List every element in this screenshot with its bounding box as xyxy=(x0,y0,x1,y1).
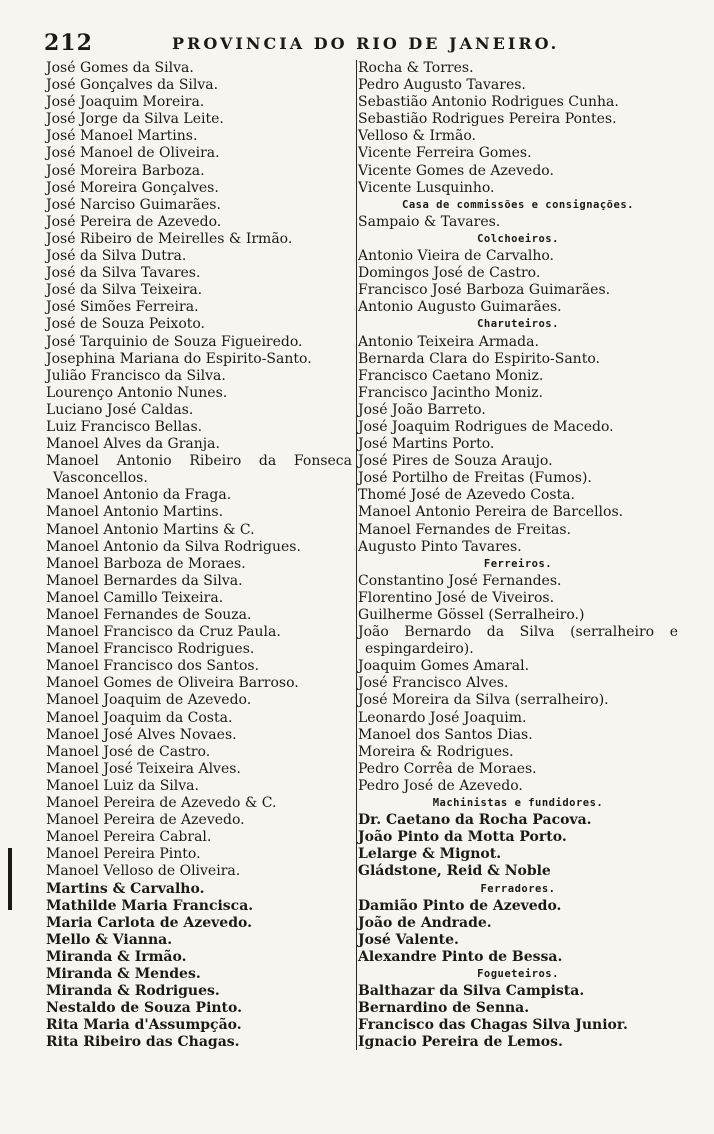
directory-entry: Josephina Mariana do Espirito-Santo. xyxy=(46,350,312,367)
directory-entry: Pedro Augusto Tavares. xyxy=(358,77,526,94)
directory-entry: Joaquim Gomes Amaral. xyxy=(358,658,530,675)
directory-entry: Miranda & Rodrigues. xyxy=(46,983,220,1000)
directory-entry: José Tarquinio de Souza Figueiredo. xyxy=(46,333,303,350)
directory-entry: Pedro Corrêa de Moraes. xyxy=(358,760,537,777)
directory-entry: José Manoel Martins. xyxy=(46,128,198,145)
directory-entry: Manoel Antonio Ribeiro da Fonseca Vasconcellos. xyxy=(46,453,352,487)
directory-entry: Julião Francisco da Silva. xyxy=(46,367,226,384)
directory-entry: Vicente Lusquinho. xyxy=(358,179,495,196)
directory-entry: Vicente Ferreira Gomes. xyxy=(358,145,532,162)
directory-entry: Manoel Francisco da Cruz Paula. xyxy=(46,624,281,641)
directory-entry: Manoel Fernandes de Souza. xyxy=(46,607,252,623)
section-heading: Colchoeiros. xyxy=(477,232,559,245)
directory-entry: Leonardo José Joaquim. xyxy=(358,709,527,726)
directory-entry: Antonio Augusto Guimarães. xyxy=(358,299,562,316)
directory-entry: José Joaquim Rodrigues de Macedo. xyxy=(358,418,614,435)
directory-entry: Manoel José de Castro. xyxy=(46,743,211,760)
directory-entry: Manoel Antonio Martins & C. xyxy=(46,521,255,538)
directory-entry: Manoel Francisco dos Santos. xyxy=(46,658,260,675)
directory-entry: Rita Maria d'Assumpção. xyxy=(46,1017,242,1034)
section-heading: Machinistas e fundidores. xyxy=(432,797,604,810)
directory-entry: Francisco José Barboza Guimarães. xyxy=(358,282,611,299)
directory-entry: Mathilde Maria Francisca. xyxy=(46,897,254,914)
directory-entry: Manoel Antonio Martins. xyxy=(46,504,224,521)
directory-entry: Alexandre Pinto de Bessa. xyxy=(358,948,563,965)
directory-entry: Manoel Gomes de Oliveira Barroso. xyxy=(46,675,299,692)
directory-entry: Manoel Velloso de Oliveira. xyxy=(46,863,241,880)
directory-entry: Manoel José Teixeira Alves. xyxy=(46,760,241,777)
directory-entry: José Gonçalves da Silva. xyxy=(46,77,219,94)
directory-entry: José Francisco Alves. xyxy=(358,675,509,692)
directory-entry: José da Silva Tavares. xyxy=(46,265,201,282)
directory-entry: Manoel Camillo Teixeira. xyxy=(46,589,224,606)
directory-entry: José Simões Ferreira. xyxy=(46,299,199,316)
section-heading: Ferreiros. xyxy=(483,557,553,570)
directory-entry: Guilherme Gössel (Serralheiro.) xyxy=(358,607,585,623)
directory-entry: José Ribeiro de Meirelles & Irmão. xyxy=(46,230,293,247)
directory-entry: João Bernardo da Silva (serralheiro e espingardeiro). xyxy=(358,624,678,658)
directory-entry: Manoel Joaquim da Costa. xyxy=(46,709,233,726)
directory-entry: Dr. Caetano da Rocha Pacova. xyxy=(358,812,592,829)
directory-entry: Manoel Alves da Granja. xyxy=(46,436,220,453)
directory-entry: Rocha & Torres. xyxy=(358,60,474,76)
directory-entry: José Moreira Barboza. xyxy=(46,162,205,179)
directory-entry: Manoel Pereira Cabral. xyxy=(46,829,212,846)
directory-entry: Martins & Carvalho. xyxy=(46,880,205,897)
directory-entry: José Gomes da Silva. xyxy=(46,60,194,76)
directory-entry: Luciano José Caldas. xyxy=(46,401,194,418)
directory-entry: Lelarge & Mignot. xyxy=(358,846,502,863)
directory-entry: Mello & Vianna. xyxy=(46,931,173,948)
directory-entry: Manoel Joaquim de Azevedo. xyxy=(46,692,252,709)
directory-entry: Manoel José Alves Novaes. xyxy=(46,726,237,743)
directory-entry: Thomé José de Azevedo Costa. xyxy=(358,487,576,504)
margin-ink-mark xyxy=(8,848,12,910)
directory-entry: Luiz Francisco Bellas. xyxy=(46,418,203,435)
directory-entry: Balthazar da Silva Campista. xyxy=(358,983,585,1000)
directory-entry: José Moreira da Silva (serralheiro). xyxy=(358,692,609,709)
page-number: 212 xyxy=(44,30,93,56)
directory-entry: Moreira & Rodrigues. xyxy=(358,743,514,760)
directory-entry: Lourenço Antonio Nunes. xyxy=(46,384,228,401)
directory-entry: Manoel Barboza de Moraes. xyxy=(46,555,246,572)
directory-entry: José Valente. xyxy=(358,931,459,948)
column-divider xyxy=(356,60,357,1050)
directory-entry: José Pires de Souza Araujo. xyxy=(358,453,553,470)
directory-entry: José Martins Porto. xyxy=(358,436,495,453)
directory-entry: Manoel Antonio da Fraga. xyxy=(46,487,232,504)
directory-entry: Manoel Francisco Rodrigues. xyxy=(46,641,255,658)
directory-entry: Damião Pinto de Azevedo. xyxy=(358,897,562,914)
directory-entry: Manoel Pereira de Azevedo. xyxy=(46,812,245,829)
directory-entry: Sebastião Antonio Rodrigues Cunha. xyxy=(358,94,619,111)
directory-entry: José da Silva Dutra. xyxy=(46,248,187,265)
running-title: PROVINCIA DO RIO DE JANEIRO. xyxy=(172,34,560,53)
directory-entry: Pedro José de Azevedo. xyxy=(358,777,523,794)
directory-entry: Manoel Bernardes da Silva. xyxy=(46,572,243,589)
directory-entry: Ignacio Pereira de Lemos. xyxy=(358,1034,563,1051)
section-heading: Fogueteiros. xyxy=(477,967,559,980)
directory-entry: José de Souza Peixoto. xyxy=(46,316,206,333)
directory-entry: José da Silva Teixeira. xyxy=(46,282,203,299)
directory-entry: Miranda & Irmão. xyxy=(46,948,187,965)
section-heading: Casa de commissões e consignações. xyxy=(402,198,634,211)
section-heading: Ferradores. xyxy=(480,882,556,895)
right-column xyxy=(358,60,678,1051)
section-heading: Charuteiros. xyxy=(477,318,559,331)
directory-entry: Antonio Teixeira Armada. xyxy=(358,333,539,350)
directory-entry: Francisco Caetano Moniz. xyxy=(358,367,544,384)
directory-entry: José Portilho de Freitas (Fumos). xyxy=(358,470,592,487)
directory-entry: José Manoel de Oliveira. xyxy=(46,145,220,162)
directory-entry: José Moreira Gonçalves. xyxy=(46,179,219,196)
directory-entry: Manoel Fernandes de Freitas. xyxy=(358,521,572,538)
directory-entry: Sampaio & Tavares. xyxy=(358,213,501,230)
directory-entry: Manoel Pereira de Azevedo & C. xyxy=(46,795,277,812)
directory-entry: Miranda & Mendes. xyxy=(46,965,201,982)
directory-entry: João Pinto da Motta Porto. xyxy=(358,829,567,846)
directory-entry: Constantino José Fernandes. xyxy=(358,572,562,589)
directory-entry: Manoel Pereira Pinto. xyxy=(46,846,201,863)
directory-entry: Maria Carlota de Azevedo. xyxy=(46,914,252,931)
directory-entry: Sebastião Rodrigues Pereira Pontes. xyxy=(358,111,617,128)
directory-entry: Francisco das Chagas Silva Junior. xyxy=(358,1017,628,1034)
directory-entry: José Joaquim Moreira. xyxy=(46,94,205,111)
directory-entry: José Narciso Guimarães. xyxy=(46,196,221,213)
page-header xyxy=(0,30,714,56)
directory-entry: Bernarda Clara do Espirito-Santo. xyxy=(358,350,600,367)
directory-entry: Vicente Gomes de Azevedo. xyxy=(358,162,554,179)
directory-entry: Florentino José de Viveiros. xyxy=(358,589,555,606)
directory-entry: Manoel Antonio da Silva Rodrigues. xyxy=(46,538,301,555)
directory-entry: Domingos José de Castro. xyxy=(358,265,541,282)
directory-entry: José João Barreto. xyxy=(358,401,486,418)
directory-entry: Manoel Antonio Pereira de Barcellos. xyxy=(358,504,624,521)
left-column xyxy=(46,60,352,1051)
directory-entry: Francisco Jacintho Moniz. xyxy=(358,384,543,401)
directory-entry: João de Andrade. xyxy=(358,914,492,931)
directory-entry: Augusto Pinto Tavares. xyxy=(358,538,522,555)
directory-entry: Manoel dos Santos Dias. xyxy=(358,726,533,743)
directory-entry: José Pereira de Azevedo. xyxy=(46,213,222,230)
directory-entry: Gládstone, Reid & Noble xyxy=(358,863,551,880)
directory-entry: Manoel Luiz da Silva. xyxy=(46,777,199,794)
directory-entry: Antonio Vieira de Carvalho. xyxy=(358,248,554,265)
directory-entry: Velloso & Irmão. xyxy=(358,128,476,145)
directory-entry: Bernardino de Senna. xyxy=(358,1000,530,1017)
directory-entry: Rita Ribeiro das Chagas. xyxy=(46,1034,240,1051)
directory-entry: Nestaldo de Souza Pinto. xyxy=(46,1000,242,1017)
directory-entry: José Jorge da Silva Leite. xyxy=(46,111,224,128)
